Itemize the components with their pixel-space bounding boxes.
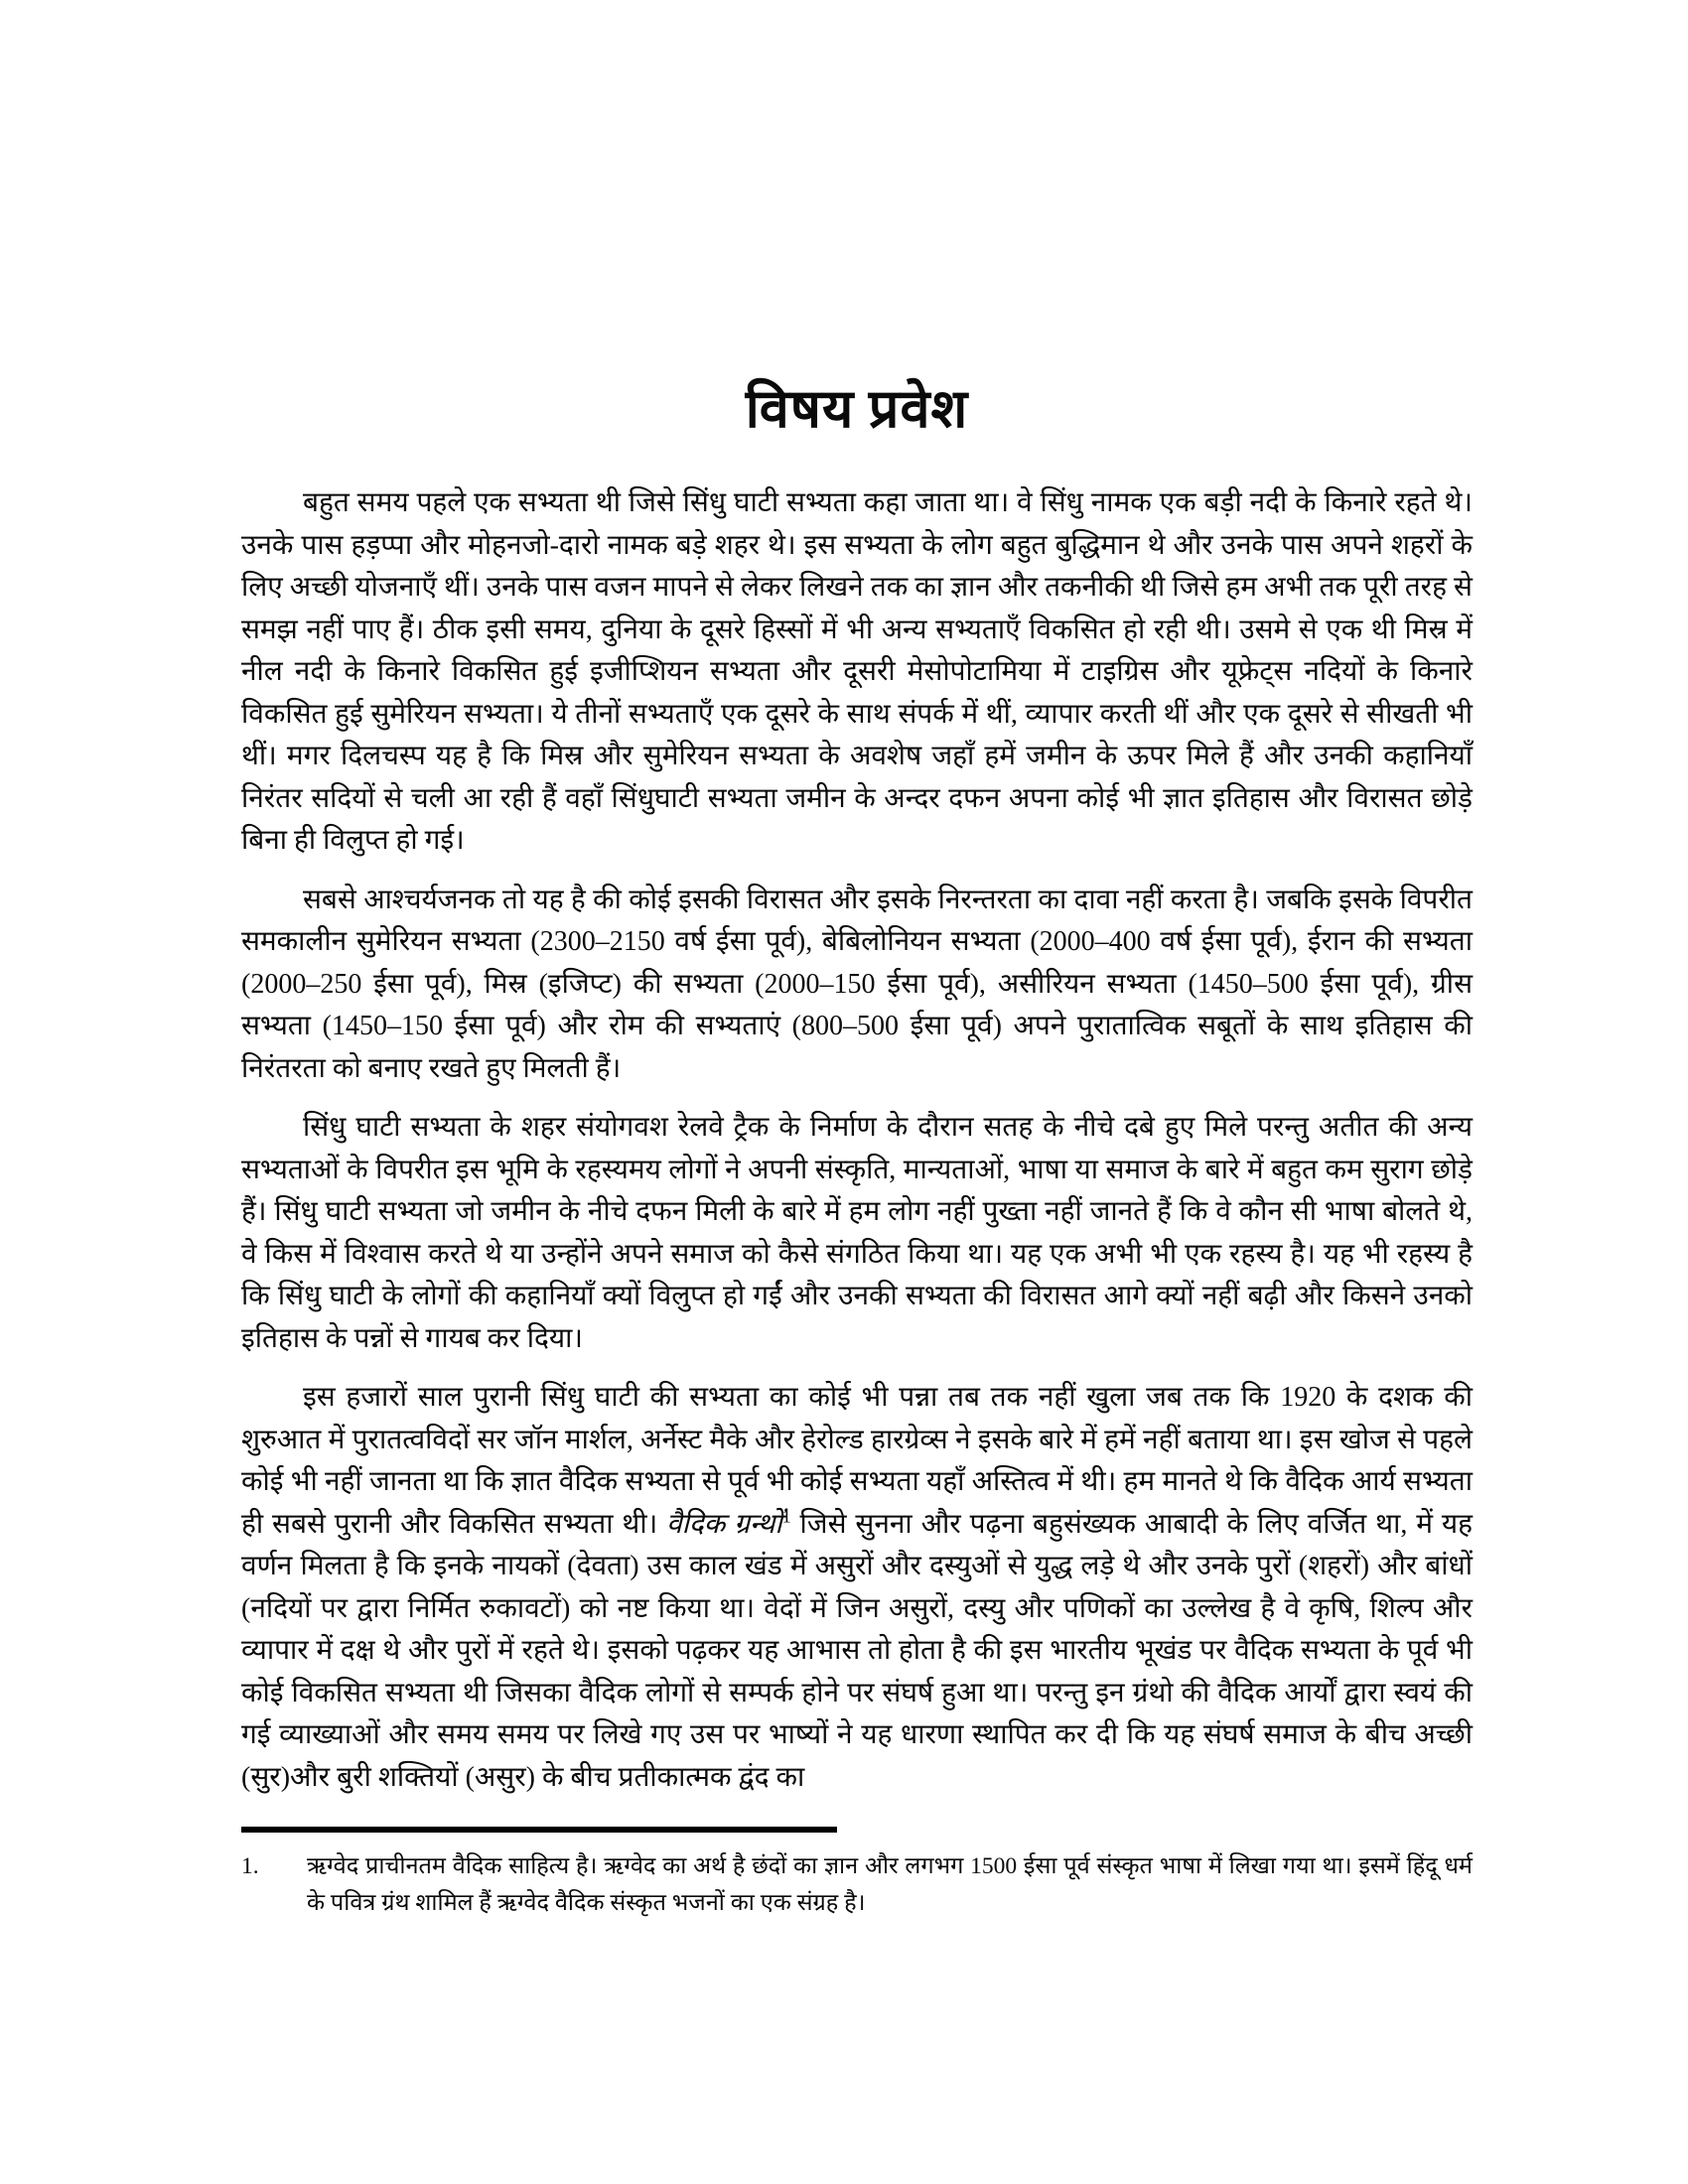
paragraph-text: सिंधु घाटी सभ्यता के शहर संयोगवश रेलवे ट्रैक के निर्माण के दौरान सतह के नीचे दबे हुए मिले परन्तु अतीत की अन्य सभ्यताओं के विपरीत इस भूमि के रहस्यमय लोगों ने अपनी संस्कृति, मान्यताओं, भाषा या समाज के बारे में बहुत कम सुराग छोड़े हैं। सिंधु घाटी सभ्यता जो जमीन के नीचे दफन मिली के बारे में हम लोग नहीं पुख्ता नहीं जानते हैं कि वे कौन सी भाषा बोलते थे, वे किस में विश्वास करते थे या उन्होंने अपने समाज को कैसे संगठित किया था। यह एक अभी भी एक रहस्य है। यह भी रहस्य है कि सिंधु घाटी के लोगों की कहानियाँ क्यों विलुप्त हो गईं और उनकी सभ्यता की विरासत आगे क्यों नहीं बढ़ी और किसने उनको इतिहास के पन्नों से गायब कर दिया। bbox=[241, 1112, 1473, 1354]
page-title: विषय प्रवेश bbox=[745, 379, 969, 439]
footnote bbox=[241, 1848, 1473, 1921]
paragraph-text: सबसे आश्चर्यजनक तो यह है की कोई इसकी विरासत और इसके निरन्तरता का दावा नहीं करता है। जबकि इसके विपरीत समकालीन सुमेरियन सभ्यता (2300–2150 वर्ष ईसा पूर्व), बेबिलोनियन सभ्यता (2000–400 वर्ष ईसा पूर्व), ईरान की सभ्यता (2000–250 ईसा पूर्व), मिस्र (इजिप्ट) की सभ्यता (2000–150 ईसा पूर्व), असीरियन सभ्यता (1450–500 ईसा पूर्व), ग्रीस सभ्यता (1450–150 ईसा पूर्व) और रोम की सभ्यताएं (800–500 ईसा पूर्व) अपने पुरातात्विक सबूतों के साथ इतिहास की निरंतरता को बनाए रखते हुए मिलती हैं। bbox=[241, 884, 1473, 1084]
body-text bbox=[241, 482, 1473, 1799]
paragraph-text: इस हजारों साल पुरानी सिंधु घाटी की सभ्यता का कोई भी पन्ना तब तक नहीं खुला जब तक कि 1920 के दशक की शुरुआत में पुरातत्वविदों सर जॉन मार्शल, अर्नेस्ट मैके और हेरोल्ड हारग्रेव्स ने इसके बारे में हमें नहीं बताया था। इस खोज से पहले कोई भी नहीं जानता था कि ज्ञात वैदिक सभ्यता से पूर्व भी कोई सभ्यता यहाँ अस्तित्व में थी। हम मानते थे कि वैदिक आर्य सभ्यता ही सबसे पुरानी और विकसित सभ्यता थी। bbox=[241, 1382, 1473, 1540]
emphasized-text: वैदिक ग्रन्थों bbox=[666, 1508, 782, 1540]
footnote-text: ऋग्वेद प्राचीनतम वैदिक साहित्य है। ऋग्वेद का अर्थ है छंदों का ज्ञान और लगभग 1500 ईसा पूर्व संस्कृत भाषा में लिखा गया था। इसमें हिंदू धर्म के पवित्र ग्रंथ शामिल हैं ऋग्वेद वैदिक संस्कृत भजनों का एक संग्रह है। bbox=[307, 1853, 1473, 1916]
paragraph-text: बहुत समय पहले एक सभ्यता थी जिसे सिंधु घाटी सभ्यता कहा जाता था। वे सिंधु नामक एक बड़ी नदी के किनारे रहते थे। उनके पास हड़प्पा और मोहनजो-दारो नामक बड़े शहर थे। इस सभ्यता के लोग बहुत बुद्धिमान थे और उनके पास अपने शहरों के लिए अच्छी योजनाएँ थीं। उनके पास वजन मापने से लेकर लिखने तक का ज्ञान और तकनीकी थी जिसे हम अभी तक पूरी तरह से समझ नहीं पाए हैं। ठीक इसी समय, दुनिया के दूसरे हिस्सों में भी अन्य सभ्यताएँ विकसित हो रही थी। उसमे से एक थी मिस्र में नील नदी के किनारे विकसित हुई इजीप्शियन सभ्यता और दूसरी मेसोपोटामिया में टाइग्रिस और यूफ्रेट्स नदियों के किनारे विकसित हुई सुमेरियन सभ्यता। ये तीनों सभ्यताएँ एक दूसरे के साथ संपर्क में थीं, व्यापार करती थीं और एक दूसरे से सीखती भी थीं। मगर दिलचस्प यह है कि मिस्र और सुमेरियन सभ्यता के अवशेष जहाँ हमें जमीन के ऊपर मिले हैं और उनकी कहानियाँ निरंतर सदियों से चली आ रही हैं वहाँ सिंधुघाटी सभ्यता जमीन के अन्दर दफन अपना कोई भी ज्ञात इतिहास और विरासत छोड़े बिना ही विलुप्त हो गई। bbox=[241, 487, 1473, 856]
document-page bbox=[241, 0, 1473, 1921]
paragraph-text: जिसे सुनना और पढ़ना बहुसंख्यक आबादी के लिए वर्जित था, में यह वर्णन मिलता है कि इनके नायकों (देवता) उस काल खंड में असुरों और दस्युओं से युद्ध लड़े थे और उनके पुरों (शहरों) और बांधों (नदियों पर द्वारा निर्मित रुकावटों) को नष्ट किया था। वेदों में जिन असुरों, दस्यु और पणिकों का उल्लेख है वे कृषि, शिल्प और व्यापार में दक्ष थे और पुरों में रहते थे। इसको पढ़कर यह आभास तो होता है की इस भारतीय भूखंड पर वैदिक सभ्यता के पूर्व भी कोई विकसित सभ्यता थी जिसका वैदिक लोगों से सम्पर्क होने पर संघर्ष हुआ था। परन्तु इन ग्रंथो की वैदिक आर्यों द्वारा स्वयं की गई व्याख्याओं और समय समय पर लिखे गए उस पर भाष्यों ने यह धारणा स्थापित कर दी कि यह संघर्ष समाज के बीच अच्छी (सुर)और बुरी शक्तियों (असुर) के बीच प्रतीकात्मक द्वंद का bbox=[241, 1508, 1474, 1793]
paragraph bbox=[241, 1377, 1473, 1799]
footnote-number: 1. bbox=[241, 1853, 259, 1879]
footnote-divider bbox=[241, 1827, 837, 1833]
paragraph bbox=[241, 482, 1473, 863]
paragraph bbox=[241, 1107, 1473, 1360]
footnote-reference: 1 bbox=[781, 1506, 791, 1527]
paragraph bbox=[241, 880, 1473, 1091]
